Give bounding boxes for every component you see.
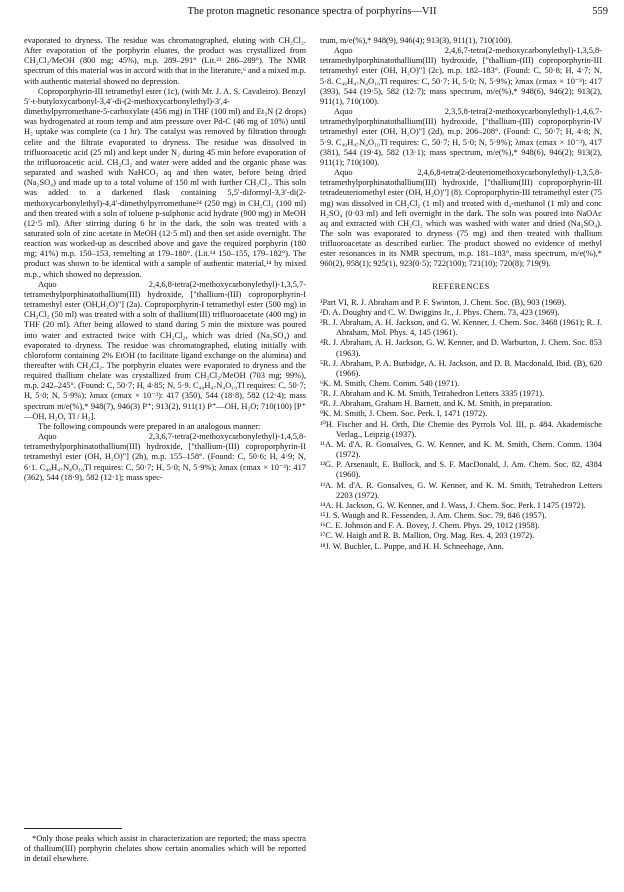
reference-item: ²D. A. Doughty and C. W. Dwiggins Jr., J. Phys. Chem. 73, 423 (1969). (320, 307, 560, 317)
reference-item: ¹⁸J. W. Buchler, L. Puppe, and H. H. Schneehage, Ann. (320, 541, 504, 551)
reference-item: ¹⁶C. E. Johnson and F. A. Bovey, J. Chem. Phys. 29, 1012 (1958). (320, 521, 540, 531)
footnote-rule (24, 828, 122, 829)
paragraph: evaporated to dryness. The residue was chromatographed, eluting with CH₂Cl₂. After evaporation of the porphyrin eluates, the product was crystallized from CH₂Cl₂/MeOH (800 mg; 45%), m.p. 289–291° (Lit.²³ 286–289°). The NMR spectrum of this material was in accord with that in the literature,⁶ and a mixed m.p. with authentic material showed no depression. (24, 36, 306, 86)
reference-item: ¹⁴A. H. Jackson, G. W. Kenner, and J. Wass, J. Chem. Soc. Perk. I 1475 (1972). (320, 500, 586, 510)
references-heading: REFERENCES (432, 281, 490, 291)
page-number: 559 (592, 6, 608, 17)
paragraph: trum, m/e(%),* 948(9), 946(4); 913(3), 911(1), 710(100). (320, 36, 513, 45)
reference-item: ¹³A. M. d'A. R. Gonsalves, G. W. Kenner, and K. M. Smith, Tetrahedron Letters 2203 (1972). (320, 480, 602, 500)
reference-item: ¹²G. P. Arsenault, E. Bullock, and S. F. MacDonald, J. Am. Chem. Soc. 82, 4384 (1960). (320, 460, 602, 480)
reference-item: ¹⁷C. W. Haigh and R. B. Mallion, Org. Mag. Res. 4, 203 (1972). (320, 531, 535, 541)
paragraph: The following compounds were prepared in an analogous manner: (38, 421, 261, 431)
paragraph: Aquo 2,3,6,7-tetra(2-methoxycarbonylethyl)-1,4,5,8-tetramethylporphinatothallium(III) hydroxide, ["thallium-(III) coproporphyrin-II tetramethyl ester (OH, H₂O)"] (2b), m.p. 155–158°. (Found: C, 50·6; H, 4·9; N, 6·1. C₄₀H₄₇N₄O₁₀Tl requires: C, 50·7; H, 5·0; N, 5·9%); λmax (εmax × 10⁻³): 417 (362), 544 (18·9), 582 (12·1); mass spec- (24, 432, 306, 482)
left-column (24, 36, 306, 483)
reference-item: ¹⁵J. S. Waugh and R. Fessenden, J. Am. Chem. Soc. 79, 846 (1957). (320, 511, 547, 521)
reference-item: ⁹K. M. Smith, J. Chem. Soc. Perk. I, 1471 (1972). (320, 409, 488, 419)
right-column (320, 36, 602, 552)
reference-item: ⁷R. J. Abraham and K. M. Smith, Tetrahedron Letters 3335 (1971). (320, 389, 545, 399)
reference-item: ¹Part VI, R. J. Abraham and P. F. Swinton, J. Chem. Soc. (B), 903 (1969). (320, 297, 567, 307)
reference-list (320, 298, 602, 552)
paragraph: Coproporphyrin-III tetramethyl ester (1c), (with Mr. J. A. S. Cavaleiro). Benzyl 5′-t-butyloxycarbonyl-3,4′-di-(2-methoxycarbonylethyl)-3′,4-dimethylpyrromethane-5-carboxylate (456 mg) in THF (100 ml) and Et₃N (2 drops) was hydrogenated at room temp and atm pressure over Pd-C (46 mg of 10%) until H₂ uptake was complete (ca 1 hr). The catalyst was removed by filtration through celite and the filtrate evaporated to dryness. The residue was dissolved in trifluoroacetic acid (25 ml) and kept under N₂ during 45 min before evaporation of the trifluoroacetic acid. CH₂Cl₂ and water were added and the organic phase was separated and washed with NaHCO₃ aq and then water, before being dried (Na₂SO₄) and made up to a total volume of 150 ml with further CH₂Cl₂. This soln was added to a darkened flask containing 5,5′-diformyl-3,3′-di(2-methoxycarbonylethyl)-4,4′-dimethylpyrromethane²⁴ (250 mg) in CH₂Cl₂ (100 ml) and then treated with a soln of toluene p-sulphonic acid hydrate (900 mg) in MeOH (12·5 ml). After stirring during 6 hr in the dark, the soln was treated with a saturated soln of zinc acetate in MeOH (12·5 ml) and then set aside overnight. The reaction was worked-up as described above and gave the required porphyrin (180 mg; 41%) m.p. 150–153, remelting at 179–180°. (Lit.¹⁴ 150–155, 179–182°). The product was shown to be identical with a sample of authentic material,¹⁴ by mixed m.p., which showed no depression. (24, 86, 306, 279)
running-header (16, 6, 608, 20)
footnote: *Only those peaks which assist in characterization are reported; the mass spectra of thallium(III) porphyrin chelates show certain anomalies which will be reported in detail elsewhere. (24, 834, 306, 864)
reference-item: ⁵R. J. Abraham, P. A. Burbidge, A. H. Jackson, and D. B. Macdonald, Ibid. (B), 620 (1966). (320, 358, 602, 378)
reference-item: ⁶K. M. Smith, Chem. Comm. 540 (1971). (320, 379, 460, 388)
reference-item: ⁸R. J. Abraham, Graham H. Barnett, and K. M. Smith, in preparation. (320, 399, 553, 409)
reference-item: ³R. J. Abraham, A. H. Jackson, and G. W. Kenner, J. Chem. Soc. 3468 (1961); R. J. Abraham, Mol. Phys. 4, 145 (1961). (320, 318, 602, 338)
paragraph: Aquo 2,3,5,8-tetra(2-methoxycarbonylethyl)-1,4,6,7-tetramethylporphinatothallium(III) hydroxide, ["thallium-(III) coproporphyrin-IV tetramethyl ester (OH, H₂O)"] (2d), m.p. 206–208°. (Found: C, 50·7; H, 4·8; N, 5·9. C₄₀H₄₇N₄O₁₀Tl requires: C, 50·7; H, 5·0; N, 5·9%); λmax (εmax × 10⁻³), 417 (381), 544 (19·4), 582 (13·1); mass spectrum, m/e(%),* 948(6), 946(2); 913(2), 911(1); 710(100). (320, 107, 602, 167)
paragraph: Aquo 2,4,6,8-tetra(2-methoxycarbonylethyl)-1,3,5,7-tetramethylporphinatothallium(III) hydroxide, ["thallium-(III) coproporphyrin-I tetramethyl ester (OH,H₂O)"] (2a). Coproporphyrin-I tetramethyl ester (500 mg) in CH₂Cl₂ (50 ml) was treated with a soln of thallium(III) trifluoroacetate (400 mg) in THF (20 ml). After being allowed to stand during 5 min the mixture was poured into water and extracted twice with CH₂Cl₂, which was dried (Na₂SO₄) and evaporated to dryness. The residue was chromatographed, eluting initially with chloroform containing 2% EtOH (to facilitate ligand exchange on the alumina) and thereafter with CH₂Cl₂. The porphyrin eluates were evaporated to dryness and the required thallium chelate was crystallized from CH₂Cl₂/MeOH (703 mg; 99%), m.p. 242–245°. (Found: C, 50·7; H, 4·85; N, 5·9. C₄₀H₄₇N₄O₁₀Tl requires: C, 50·7; H, 5·0; N, 5·9%); λmax (εmax × 10⁻³): 417 (350), 544 (18·8), 582 (12·4); mass spectrum m/e(%),* 948(7), 946(3) P⁺; 913(2), 911(1) P⁺—OH, H₂O; 710(100) [P⁺—OH, H₂O, Tl / H₂]. (24, 279, 306, 421)
running-title: The proton magnetic resonance spectra of porphyrins—VII (187, 6, 437, 17)
paragraph: Aquo 2,4,6,7-tetra(2-methoxycarbonylethyl)-1,3,5,8-tetramethylporphinatothallium(III) hydroxide, ["thallium-(III) coproporphyrin-III tetramethyl ester (OH, H₂O)"] (2c), m.p. 182–183°. (Found: C, 50·8; H, 4·7; N, 5·8. C₄₀H₄₇N₄O₁₀Tl requires: C, 50·7; H, 5·0; N, 5·9%); λmax (εmax × 10⁻³): 417 (393), 544 (19·5), 582 (12·7); mass spectrum, m/e(%),* 948(6), 946(2); 913(2), 911(1), 710(100). (320, 46, 602, 106)
paragraph: Aquo 2,4,6,8-tetra(2-deuteriomethoxycarbonylethyl)-1,3,5,8-tetramethylporphinatothallium(III) hydroxide, ["thallium(III) coproporphyrin-III tetradeuteriomethyl ester (OH, H₂O)"] (8). Coproporphyrin-III tetramethyl ester (75 mg) was dissolved in CH₂Cl₂ (1 ml) and treated with d₄-methanol (1 ml) and conc H₂SO₄ (0·03 ml) and left overnight in the dark. The soln was poured into NaOAc aq and extracted with CH₂Cl₂ which was washed with water and dried (Na₂SO₄). The soln was evaporated to dryness (75 mg) and then treated with thallium trifluoroacetate as described earlier. The product showed no evidence of methyl ester resonances in its NMR spectrum, m.p. 181–183°, mass spectrum, m/e(%),* 960(2), 958(1); 925(1), 923(0·5); 722(100); 721(10); 720(8); 719(9). (320, 168, 602, 269)
reference-item: ¹⁰H. Fischer and H. Orth, Die Chemie des Pyrrols Vol. III, p. 484. Akademische Verlag., Leipzig (1937). (320, 419, 602, 439)
reference-item: ¹¹A. M. d'A. R. Gonsalves, G. W. Kenner, and K. M. Smith, Chem. Comm. 1304 (1972). (320, 439, 602, 460)
reference-item: ⁴R. J. Abraham, A. H. Jackson, G. W. Kenner, and D. Warburton, J. Chem. Soc. 853 (1963). (320, 338, 602, 358)
